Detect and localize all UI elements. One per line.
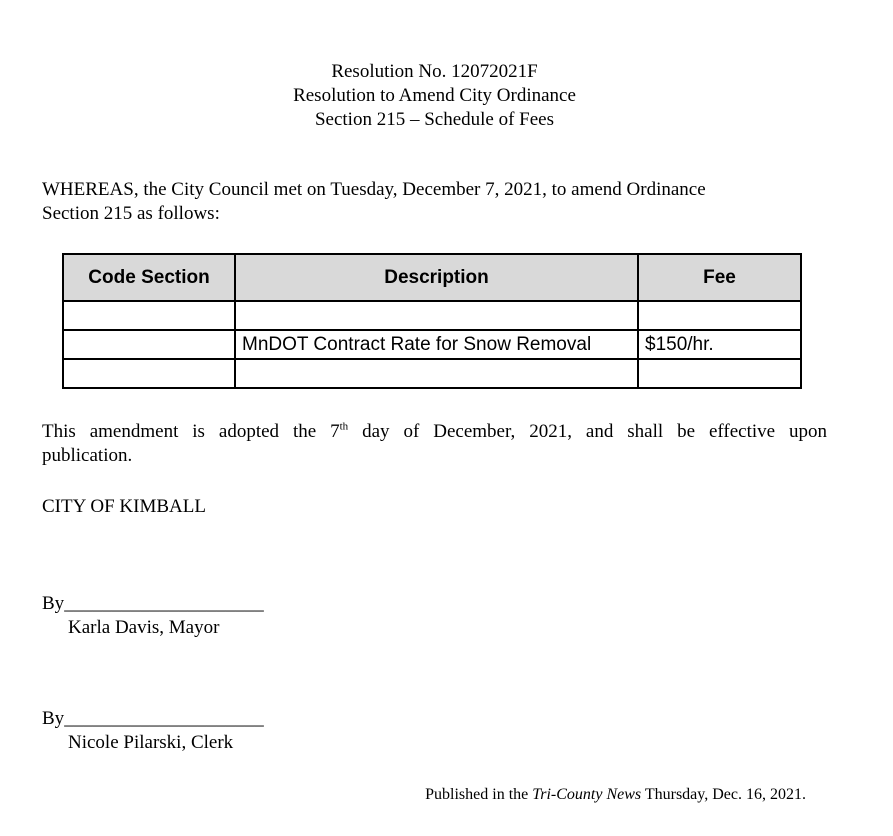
publication-name: Tri-County News xyxy=(532,786,642,803)
signature-line: _____________________ xyxy=(64,593,264,614)
adoption-clause xyxy=(42,420,827,468)
table-cell-description: MnDOT Contract Rate for Snow Removal xyxy=(235,330,638,359)
title-line-section: Section 215 – Schedule of Fees xyxy=(314,109,555,130)
city-name: CITY OF KIMBALL xyxy=(42,496,206,517)
table-row xyxy=(63,301,801,330)
adoption-text-before-ordinal: This amendment is adopted the 7 xyxy=(42,421,340,442)
publication-suffix: Thursday, Dec. 16, 2021. xyxy=(641,786,806,803)
column-header-fee: Fee xyxy=(638,254,801,301)
table-cell-code-section xyxy=(63,359,235,388)
signer-name-mayor: Karla Davis, Mayor xyxy=(68,617,220,638)
document-title xyxy=(42,60,827,132)
table-cell-code-section xyxy=(63,330,235,359)
table-cell-fee xyxy=(638,301,801,330)
fee-schedule-table xyxy=(62,253,802,389)
signature-block-clerk xyxy=(42,707,827,755)
table-cell-description xyxy=(235,359,638,388)
whereas-clause xyxy=(42,178,827,226)
whereas-line-1: WHEREAS, the City Council met on Tuesday, December 7, 2021, to amend Ordinance xyxy=(42,179,706,200)
publication-prefix: Published in the xyxy=(425,786,533,803)
ordinal-suffix: th xyxy=(339,420,349,433)
column-header-description: Description xyxy=(235,254,638,301)
by-label: By xyxy=(42,708,65,729)
table-cell-code-section xyxy=(63,301,235,330)
signature-line-row xyxy=(42,707,827,731)
table-row xyxy=(63,330,801,359)
signer-name-clerk: Nicole Pilarski, Clerk xyxy=(68,732,234,753)
adoption-clause-line-1 xyxy=(42,420,827,444)
table-cell-description xyxy=(235,301,638,330)
adoption-text-after-ordinal: day of December, 2021, and shall be effective upon xyxy=(348,421,827,442)
adoption-clause-line-2: publication. xyxy=(42,445,133,466)
table-row xyxy=(63,359,801,388)
whereas-line-2: Section 215 as follows: xyxy=(42,203,220,224)
signature-line: _____________________ xyxy=(64,708,264,729)
signature-line-row xyxy=(42,592,827,616)
title-line-resolution-purpose: Resolution to Amend City Ordinance xyxy=(293,85,576,106)
signature-block-mayor xyxy=(42,592,827,640)
table-cell-fee: $150/hr. xyxy=(638,330,801,359)
table-cell-fee xyxy=(638,359,801,388)
publication-note xyxy=(42,785,806,805)
column-header-code-section: Code Section xyxy=(63,254,235,301)
table-header-row xyxy=(63,254,801,301)
by-label: By xyxy=(42,593,65,614)
title-line-resolution-number: Resolution No. 12072021F xyxy=(331,61,538,82)
